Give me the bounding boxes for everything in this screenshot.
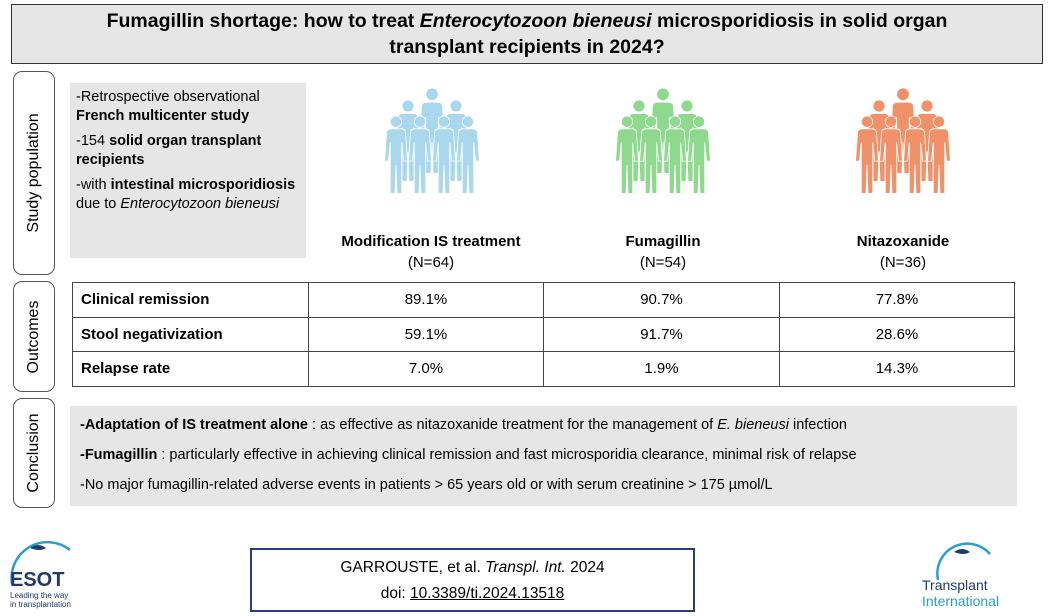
outcome-label: Clinical remission [73, 283, 309, 318]
population-line-1: -Retrospective observational French multicenter study [76, 89, 260, 124]
group-fumagillin [555, 231, 771, 273]
svg-text:International: International [922, 593, 1000, 609]
table-row [73, 352, 1015, 387]
outcome-label: Relapse rate [73, 352, 309, 387]
group-count: (N=36) [879, 254, 927, 271]
outcomes-label: Outcomes [13, 281, 55, 392]
transplant-international-logo [918, 540, 1050, 612]
group-name: Nitazoxanide [856, 233, 950, 250]
title-line-1 [107, 8, 948, 34]
citation-box [250, 548, 695, 612]
people-group-icon-orange [849, 86, 957, 206]
title-line-2: transplant recipients in 2024? [389, 36, 665, 58]
svg-text:in transplantation: in transplantation [10, 600, 71, 609]
title-text-part2: microsporidiosis in solid organ [651, 10, 948, 32]
outcome-value: 1.9% [544, 352, 780, 387]
svg-text:Leading the way: Leading the way [10, 591, 69, 600]
group-name: Modification IS treatment [341, 233, 521, 250]
title-text-part1: Fumagillin shortage: how to treat [106, 10, 420, 32]
doi-link[interactable]: 10.3389/ti.2024.13518 [410, 585, 565, 602]
people-group-icon-blue [378, 86, 486, 206]
conclusion-line-2: -Fumagillin : particularly effective in achieving clinical remission and fast microsporidia clearance, minimal risk of relapse [80, 447, 857, 463]
outcome-value: 90.7% [544, 283, 780, 318]
outcome-value: 91.7% [544, 317, 780, 352]
conclusion-label: Conclusion [13, 398, 55, 508]
citation-doi-line: doi: 10.3389/ti.2024.13518 [380, 585, 565, 602]
population-line-2: -154 solid organ transplant recipients [76, 133, 262, 168]
table-row [73, 283, 1015, 318]
outcome-value: 28.6% [780, 317, 1015, 352]
group-count: (N=54) [639, 254, 687, 271]
title-species-italic: Enterocytozoon bieneusi [419, 10, 652, 32]
outcome-value: 7.0% [309, 352, 544, 387]
outcomes-table [72, 282, 1015, 387]
conclusion-box [70, 406, 1017, 506]
esot-logo [4, 540, 114, 610]
conclusion-line-1: -Adaptation of IS treatment alone : as effective as nitazoxanide treatment for the management of E. bieneusi infection [80, 417, 847, 433]
people-group-icon-green [609, 86, 717, 206]
conclusion-line-3: -No major fumagillin-related adverse events in patients > 65 years old or with serum creatinine > 175 µmol/L [80, 477, 773, 493]
group-name: Fumagillin [625, 233, 701, 250]
outcome-label: Stool negativization [73, 317, 309, 352]
table-row [73, 317, 1015, 352]
svg-text:ESOT: ESOT [10, 569, 65, 591]
study-population-label: Study population [13, 71, 55, 275]
outcome-value: 14.3% [780, 352, 1015, 387]
svg-text:Transplant: Transplant [922, 577, 988, 593]
group-modification-is [320, 231, 542, 273]
outcome-value: 59.1% [309, 317, 544, 352]
citation-authors-line: GARROUSTE, et al. Transpl. Int. 2024 [340, 559, 605, 576]
population-line-3: -with intestinal microsporidiosis due to Enterocytozoon bieneusi [76, 177, 296, 212]
title-banner [11, 4, 1043, 64]
outcome-value: 77.8% [780, 283, 1015, 318]
group-nitazoxanide [795, 231, 1011, 273]
study-population-box [70, 83, 306, 258]
outcome-value: 89.1% [309, 283, 544, 318]
group-count: (N=64) [407, 254, 455, 271]
